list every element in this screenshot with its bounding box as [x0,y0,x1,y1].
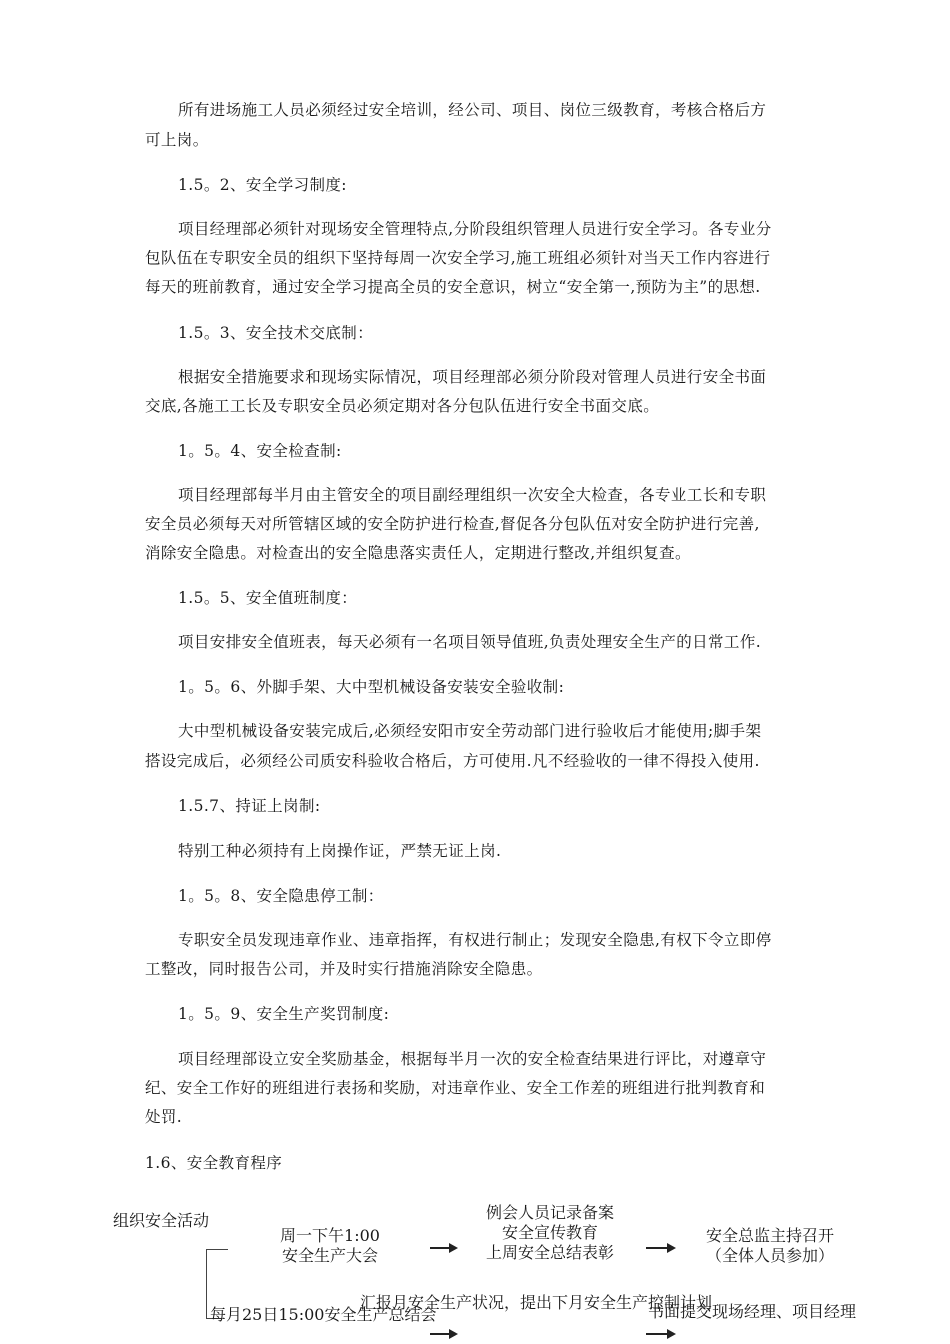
paragraph-line: 可上岗。 [145,131,209,149]
paragraph-line: 专职安全员发现违章作业、违章指挥，有权进行制止；发现安全隐患,有权下令立即停 [178,931,772,949]
flow-root-label: 组织安全活动 [113,1211,210,1230]
paragraph-line: 项目经理部每半月由主管安全的项目副经理组织一次安全大检查，各专业工长和专职 [178,486,767,504]
paragraph-line: 消除安全隐患。对检查出的安全隐患落实责任人，定期进行整改,并组织复查。 [145,544,691,562]
flow-connector [206,1249,207,1319]
section-heading: 1。5。8、安全隐患停工制： [178,887,384,905]
flow-connector [206,1249,228,1250]
paragraph-line: 特别工种必须持有上岗操作证，严禁无证上岗. [178,842,502,860]
paragraph-line: 所有进场施工人员必须经过安全培训，经公司、项目、岗位三级教育，考核合格后方 [178,101,767,119]
paragraph-line: 搭设完成后，必须经公司质安科验收合格后，方可使用.凡不经验收的一律不得投入使用. [145,752,760,770]
paragraph-line: 包队伍在专职安全员的组织下坚持每周一次安全学习,施工班组必须针对当天工作内容进行 [145,249,771,267]
flow-arrow [646,1247,674,1249]
flow-row2-content: 汇报月安全生产状况，提出下月安全生产控制计划 [360,1293,713,1312]
paragraph-line: 每天的班前教育，通过安全学习提高全员的安全意识，树立“安全第一,预防为主”的思想. [145,278,761,296]
paragraph-line: 处罚. [145,1108,183,1126]
flow-row1-host: （全体人员参加） [705,1246,834,1265]
flow-row2-event: 每月25日15:00安全生产总结会 [210,1305,437,1324]
section-heading: 1.5.7、持证上岗制: [178,797,321,815]
section-heading: 1.5。2、安全学习制度: [178,176,347,194]
flow-arrow [430,1247,456,1249]
flow-row1-content: 上周安全总结表彰 [485,1243,614,1262]
paragraph-line: 项目经理部必须针对现场安全管理特点,分阶段组织管理人员进行安全学习。各专业分 [178,220,772,238]
flow-row2-host: 书面提交现场经理、项目经理 [648,1302,857,1321]
paragraph-line: 交底,各施工工长及专职安全员必须定期对各分包队伍进行安全书面交底。 [145,397,660,415]
flow-row1-time: 周一下午1:00 [280,1226,380,1245]
section-heading: 1。5。6、外脚手架、大中型机械设备安装安全验收制: [178,678,565,696]
paragraph-line: 根据安全措施要求和现场实际情况，项目经理部必须分阶段对管理人员进行安全书面 [178,368,767,386]
section-heading: 1。5。4、安全检查制: [178,442,342,460]
section-heading: 1.5。5、安全值班制度： [178,589,358,607]
paragraph-line: 项目安排安全值班表，每天必须有一名项目领导值班,负责处理安全生产的日常工作. [178,633,762,651]
flow-arrow [646,1333,674,1335]
paragraph-line: 工整改，同时报告公司，并及时实行措施消除安全隐患。 [145,960,543,978]
flow-row1-content: 安全宣传教育 [501,1223,598,1242]
flow-row1-event: 安全生产大会 [281,1246,378,1265]
section-heading: 1.6、安全教育程序 [145,1154,283,1172]
paragraph-line: 安全员必须每天对所管辖区域的安全防护进行检查,督促各分包队伍对安全防护进行完善, [145,515,760,533]
flow-arrow [430,1333,456,1335]
section-heading: 1.5。3、安全技术交底制： [178,324,374,342]
paragraph-line: 项目经理部设立安全奖励基金，根据每半月一次的安全检查结果进行评比，对遵章守 [178,1050,767,1068]
paragraph-line: 大中型机械设备安装完成后,必须经安阳市安全劳动部门进行验收后才能使用;脚手架 [178,722,762,740]
flow-row1-content: 例会人员记录备案 [485,1203,614,1222]
paragraph-line: 纪、安全工作好的班组进行表扬和奖励，对违章作业、安全工作差的班组进行批判教育和 [145,1079,766,1097]
flow-row1-host: 安全总监主持召开 [705,1226,834,1245]
section-heading: 1。5。9、安全生产奖罚制度: [178,1005,390,1023]
